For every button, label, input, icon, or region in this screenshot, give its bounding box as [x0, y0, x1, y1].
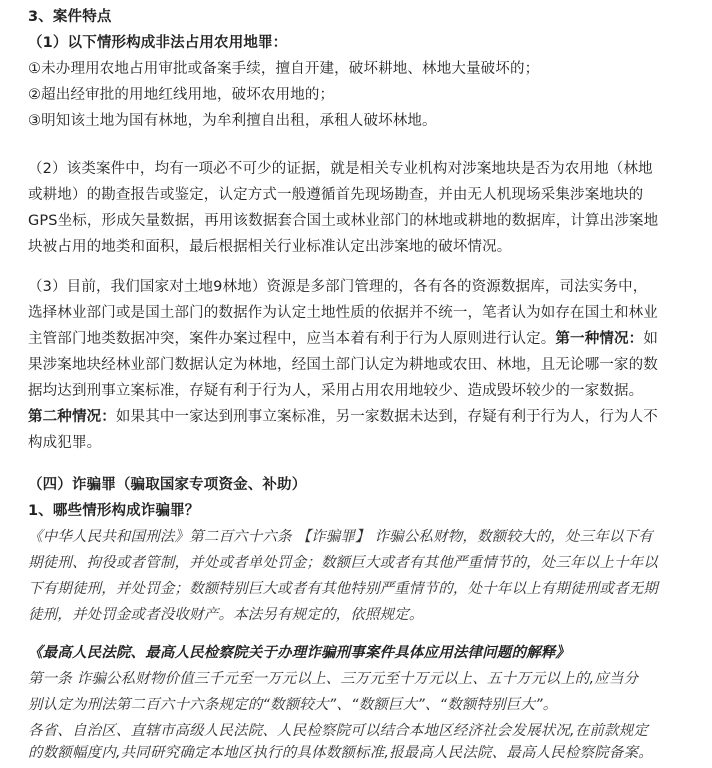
section-heading: 3、案件特点 [28, 9, 112, 25]
paragraph-line [28, 404, 658, 430]
paragraph-line: 果涉案地块经林业部门数据认定为林地，经国土部门认定为耕地或农田、林地，且无论哪一家的数 [28, 357, 658, 373]
interpretation-line: 别认定为刑法第二百六十六条规定的“数额较大”、“数额巨大”、“数额特别巨大”。 [28, 697, 558, 713]
interpretation-title: 《最高人民法院、最高人民检察院关于办理诈骗刑事案件具体应用法律问题的解释》 [28, 645, 571, 661]
paragraph-line: 选择林业部门或是国土部门的数据作为认定土地性质的依据并不统一，笔者认为如存在国土和林业 [28, 305, 658, 321]
law-text-line: 《中华人民共和国刑法》第二百六十六条 【诈骗罪】 诈骗公私财物，数额较大的，处三年以下有 [28, 529, 653, 545]
interpretation-line: 各省、自治区、直辖市高级人民法院、人民检察院可以结合本地区经济社会发展状况,在前款规定 [28, 723, 649, 739]
paragraph-text: 如果其中一家达到刑事立案标准，另一家数据未达到，存疑有利于行为人，行为人不 [115, 409, 658, 425]
paragraph-line: （2）该类案件中，均有一项必不可少的证据，就是相关专业机构对涉案地块是否为农用地（林地 [28, 161, 653, 177]
question-heading: 1、哪些情形构成诈骗罪？ [28, 503, 200, 519]
section-heading-fraud: （四）诈骗罪（骗取国家专项资金、补助） [28, 477, 307, 493]
list-item: ②超出经审批的用地红线用地，破坏农用地的； [28, 87, 335, 103]
paragraph-line: 块被占用的地类和面积，最后根据相关行业标准认定出涉案地的破坏情况。 [28, 239, 512, 255]
subheading-illegal-occupation: （1）以下情形构成非法占用农用地罪： [28, 35, 288, 51]
law-text-line: 下有期徒刑，并处罚金；数额特别巨大或者有其他特别严重情节的，处十年以上有期徒刑或者无期 [28, 581, 658, 597]
case-two-label: 第二种情况： [28, 409, 116, 425]
interpretation-line: 第一条 诈骗公私财物价值三千元至一万元以上、三万元至十万元以上、五十万元以上的,应当分 [28, 671, 639, 687]
paragraph-line: GPS坐标，形成矢量数据，再用该数据套合国土或林业部门的林地或耕地的数据库，计算出涉案地 [28, 213, 659, 229]
paragraph-text: 主管部门地类数据冲突，案件办案过程中，应当本着有利于行为人原则进行认定。 [28, 331, 556, 347]
paragraph-line: （3）目前，我们国家对土地9林地）资源是多部门管理的，各有各的资源数据库，司法实务中， [28, 279, 648, 295]
paragraph-text: 如 [643, 331, 658, 347]
law-text-line: 徒刑，并处罚金或者没收财产。本法另有规定的，依照规定。 [28, 607, 424, 623]
interpretation-line: 的数额幅度内,共同研究确定本地区执行的具体数额标准,报最高人民法院、最高人民检察院备案。 [28, 745, 653, 761]
paragraph-line: 或耕地）的勘查报告或鉴定，认定方式一般遵循首先现场勘查，并由无人机现场采集涉案地块的 [28, 187, 644, 203]
paragraph-line: 据均达到刑事立案标准，存疑有利于行为人，采用占用农用地较少、造成毁坏较少的一家数据。 [28, 383, 644, 399]
law-text-line: 期徒刑、拘役或者管制，并处或者单处罚金；数额巨大或者有其他严重情节的，处三年以上十年以 [28, 555, 658, 571]
paragraph-line [28, 326, 658, 352]
list-item: ①未办理用农地占用审批或备案手续，擅自开建，破坏耕地、林地大量破坏的； [28, 61, 540, 77]
case-one-label: 第一种情况： [555, 331, 644, 347]
list-item: ③明知该土地为国有林地，为牟利擅自出租，承租人破坏林地。 [28, 113, 437, 129]
paragraph-line: 构成犯罪。 [28, 435, 102, 451]
